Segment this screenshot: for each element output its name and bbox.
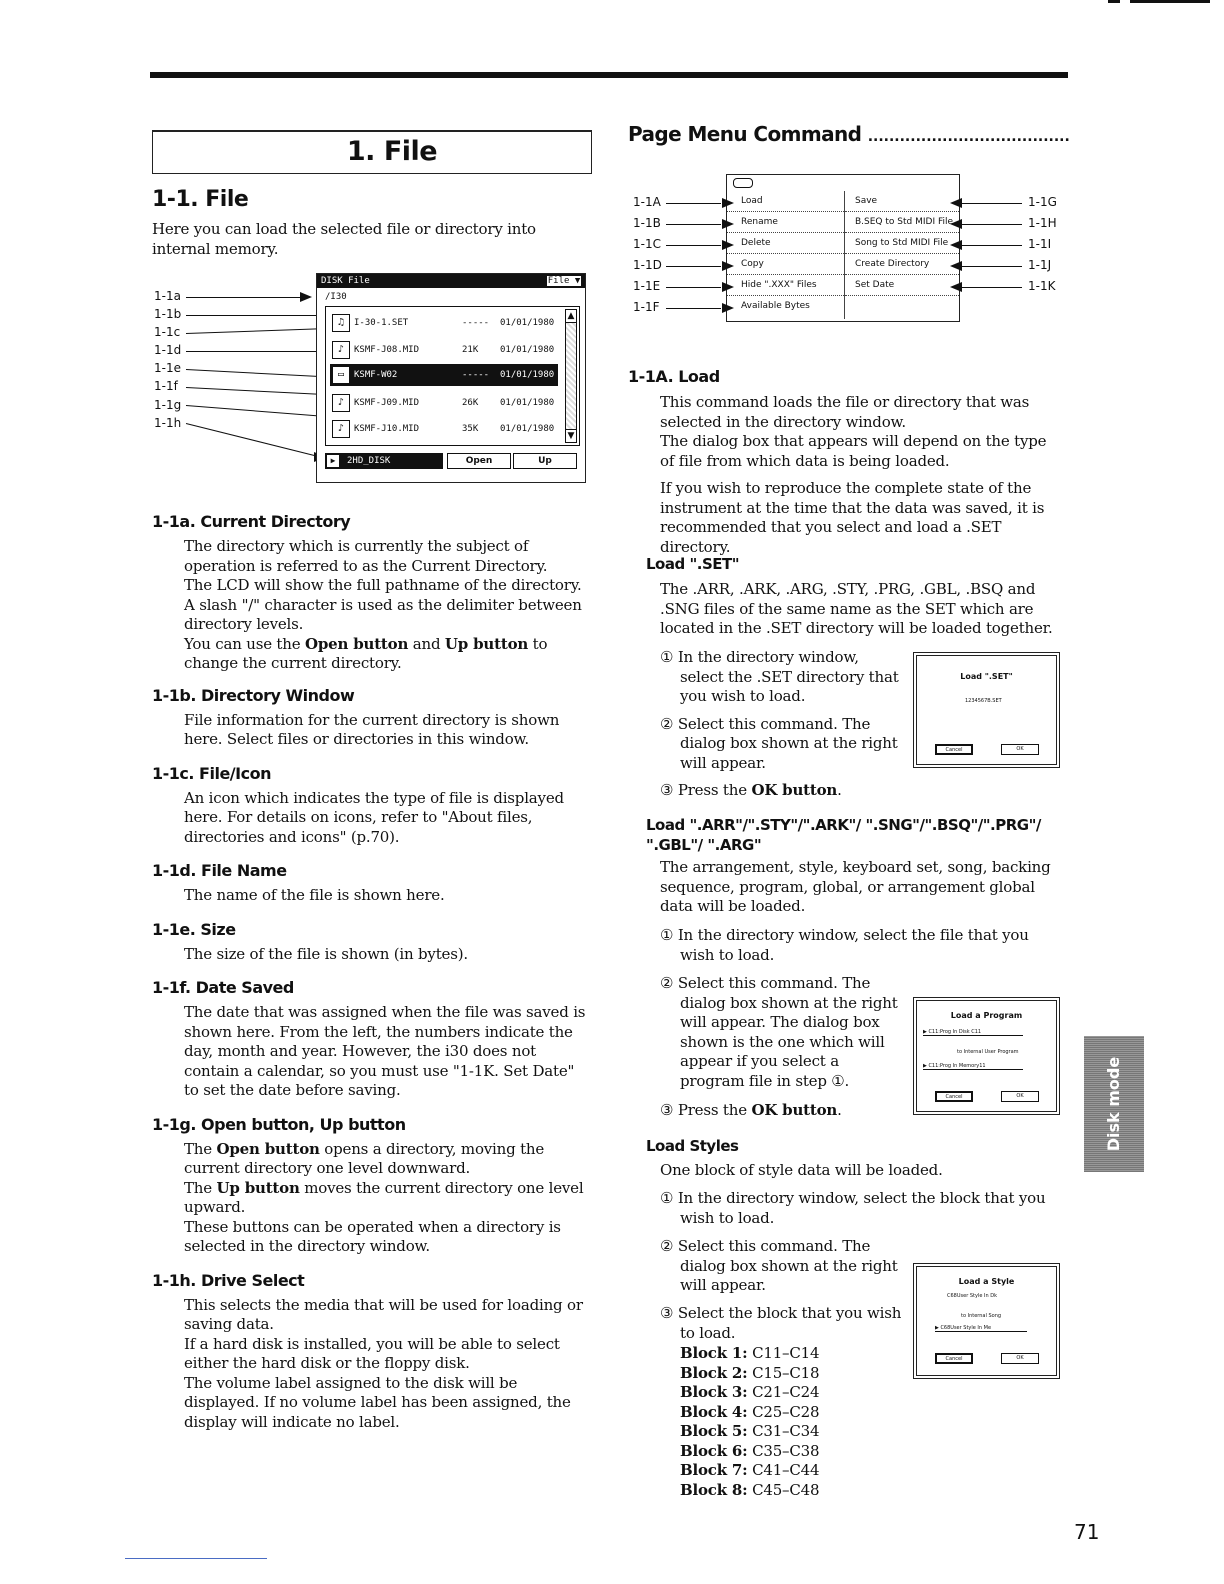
paragraph: If a hard disk is installed, you will be able to select either the hard disk or the floppy disk.	[184, 1334, 560, 1372]
file-size: -----	[462, 370, 490, 380]
dialog-from-value: C11:Prog In Disk C11	[928, 1029, 982, 1035]
paragraph: The date that was assigned when the file was saved is shown here. From the left, the numbers indicate the day, month and year. However, the i30 does not contain a calendar, so you must use "1-1K. Set Date" to set the date before saving.	[184, 1003, 586, 1099]
leader-line	[186, 351, 332, 352]
paragraph: The directory which is currently the subject of operation is referred to as the Current Directory.	[184, 537, 548, 575]
load-program-dialog	[916, 1000, 1057, 1112]
dialog-title: Load a Style	[958, 1277, 1015, 1286]
dialog-to-field[interactable]	[923, 1063, 1023, 1070]
chapter-title-box	[152, 130, 592, 174]
leader-line	[666, 287, 721, 288]
menu-item-save[interactable]: Save	[845, 191, 959, 212]
block-range: C11–C14	[752, 1344, 820, 1362]
ok-button[interactable]: OK	[1001, 744, 1039, 755]
menu-item-set-date[interactable]: Set Date	[845, 275, 959, 296]
subsection-title: 1-1g. Open button, Up button	[152, 1114, 406, 1134]
label-1-1K: 1-1K	[1028, 279, 1056, 293]
ok-button[interactable]: OK	[1001, 1091, 1039, 1102]
leader-line	[962, 287, 1022, 288]
menu-item-bseq-to-smf[interactable]: B.SEQ to Std MIDI File	[845, 212, 959, 233]
scroll-up-icon[interactable]: ▲	[565, 309, 577, 323]
footer-rule	[125, 1558, 267, 1559]
label-1-1I: 1-1I	[1028, 237, 1052, 251]
current-directory: /I30	[325, 292, 347, 302]
arrow-icon	[950, 282, 962, 292]
file-name: KSMF-J09.MID	[354, 398, 420, 408]
intro-text: Here you can load the selected file or directory into internal memory.	[152, 220, 536, 258]
arrow-icon	[300, 292, 312, 302]
paragraph: The volume label assigned to the disk will be displayed. If no volume label has been assigned, the display will indicate no label.	[184, 1373, 571, 1431]
file-name: I-30-1.SET	[354, 318, 409, 328]
block-label: Block 1:	[680, 1344, 748, 1362]
scrollbar[interactable]	[565, 309, 577, 443]
step: ③ Select the block that you wish to load.	[660, 1304, 902, 1342]
block-label: Block 5:	[680, 1422, 748, 1440]
label-1-1F: 1-1F	[633, 300, 660, 314]
dialog-title: Load a Program	[950, 1011, 1023, 1020]
label-1-1B: 1-1B	[633, 216, 661, 230]
block-item	[680, 1422, 880, 1442]
block-range: C25–C28	[752, 1402, 820, 1421]
leader-line	[666, 245, 721, 246]
file-size: -----	[462, 318, 490, 328]
menu-tab-icon	[733, 178, 753, 188]
arrow-icon	[722, 261, 734, 271]
paragraph: You can use the Open button and Up button to change the current directory.	[184, 634, 548, 672]
cancel-button[interactable]: Cancel	[935, 1353, 973, 1364]
leader-line	[666, 203, 721, 204]
up-button[interactable]: Up	[513, 453, 577, 469]
label-1-1A: 1-1A	[633, 195, 661, 209]
step: ② Select this command. The dialog box shown at the right will appear.	[660, 1237, 898, 1294]
block-range: C41–C44	[752, 1461, 820, 1479]
corner-mark	[1100, 0, 1210, 3]
callout-1-1d: 1-1d	[154, 343, 182, 357]
drive-select-icon: ▶	[327, 455, 339, 467]
file-size: 35K	[462, 424, 479, 434]
step: ② Select this command. The dialog box shown at the right will appear.	[660, 714, 898, 772]
label-1-1E: 1-1E	[633, 279, 661, 293]
label-1-1J: 1-1J	[1028, 258, 1052, 272]
drive-label: 2HD_DISK	[347, 456, 391, 466]
subsection-title: 1-1f. Date Saved	[152, 978, 294, 997]
leader-line	[666, 266, 721, 267]
arrow-icon	[950, 198, 962, 208]
load-intro	[660, 393, 1064, 557]
block-label: Block 8:	[680, 1480, 748, 1499]
lcd-disk-file-screen	[316, 273, 586, 483]
load-styles-text: One block of style data will be loaded.	[660, 1161, 943, 1179]
dialog-title: Load ".SET"	[960, 672, 1013, 681]
file-name: KSMF-J08.MID	[354, 345, 420, 355]
step: ③ Press the OK button.	[660, 1101, 842, 1119]
arrow-icon	[950, 240, 962, 250]
subsection-title: 1-1b. Directory Window	[152, 685, 355, 705]
select-arrow-icon: ▶	[935, 1325, 941, 1331]
lcd-title: DISK File	[321, 276, 370, 286]
step: ① In the directory window, select the file that you wish to load.	[660, 926, 1029, 964]
block-list	[680, 1344, 880, 1500]
step: ③ Press the OK button.	[660, 781, 842, 799]
block-range: C21–C24	[752, 1383, 820, 1401]
menu-item-create-directory[interactable]: Create Directory	[845, 254, 959, 275]
leader-line	[186, 297, 301, 298]
load-styles-title: Load Styles	[646, 1137, 739, 1155]
block-range: C45–C48	[752, 1480, 820, 1499]
block-range: C35–C38	[752, 1441, 820, 1460]
subsection-title: 1-1a. Current Directory	[152, 512, 351, 531]
open-button[interactable]: Open	[447, 453, 511, 469]
paragraph: If you wish to reproduce the complete state of the instrument at the time that the data was saved, it is recommended that you select and load a .SET directory.	[660, 479, 1045, 556]
step: ① In the directory window, select the .SET directory that you wish to load.	[660, 648, 899, 705]
block-item	[680, 1481, 880, 1501]
block-label: Block 2:	[680, 1363, 748, 1382]
midi-file-icon: ♪	[332, 341, 350, 359]
paragraph: The dialog box that appears will depend on the type of file from which data is being loaded.	[660, 432, 1047, 470]
paragraph: The Up button moves the current directory one level upward.	[184, 1178, 584, 1216]
file-date: 01/01/1980	[500, 318, 555, 328]
arrow-icon	[722, 219, 734, 229]
load-arr-title-line1: Load ".ARR"/".STY"/".ARK"/ ".SNG"/".BSQ"/".PRG"/	[646, 816, 1041, 834]
lcd-title-bar	[317, 274, 585, 288]
left-column	[152, 512, 588, 1432]
subsection-title: 1-1e. Size	[152, 919, 236, 939]
load-set-title: Load ".SET"	[646, 555, 740, 573]
dialog-to-label: to Internal User Program	[957, 1049, 1019, 1055]
file-row[interactable]	[330, 312, 558, 334]
arrow-icon	[722, 282, 734, 292]
leader-line	[186, 315, 326, 316]
subsection-title: 1-1d. File Name	[152, 861, 287, 880]
leader-line	[186, 328, 328, 334]
page-number: 71	[1074, 1520, 1100, 1544]
callout-1-1a: 1-1a	[154, 289, 181, 303]
file-date: 01/01/1980	[500, 424, 555, 434]
callout-1-1f: 1-1f	[154, 379, 178, 393]
block-label: Block 3:	[680, 1383, 748, 1401]
dialog-to-value: C11:Prog In Memory11	[928, 1063, 986, 1069]
set-file-icon: ♫	[332, 314, 350, 332]
menu-item-available-bytes[interactable]: Available Bytes	[741, 301, 810, 311]
load-set-text: The .ARR, .ARK, .ARG, .STY, .PRG, .GBL, .BSQ and .SNG files of the same name as the SET which are located in the .SET directory will be loaded together.	[660, 580, 1053, 637]
page-menu-button[interactable]: File ▼	[547, 276, 581, 286]
step: ① In the directory window, select the block that you wish to load.	[660, 1189, 1046, 1227]
chapter-title: 1. File	[346, 136, 438, 167]
load-arr-title-line2: ".GBL"/ ".ARG"	[646, 836, 762, 854]
file-row[interactable]	[330, 339, 558, 361]
ok-button[interactable]: OK	[1001, 1353, 1039, 1364]
select-arrow-icon: ▶	[923, 1063, 929, 1069]
load-set-steps	[660, 648, 906, 801]
page-menu-heading	[628, 122, 1070, 146]
dialog-filename: 1234567B.SET	[965, 698, 1002, 704]
file-name: KSMF-W02	[354, 370, 398, 380]
callout-1-1g: 1-1g	[154, 398, 182, 412]
subsection-title: 1-1c. File/Icon	[152, 763, 271, 783]
directory-icon: ▭	[332, 366, 350, 384]
file-size: 26K	[462, 398, 479, 408]
file-size: 21K	[462, 345, 479, 355]
file-row-selected[interactable]	[330, 364, 558, 386]
leader-line	[962, 224, 1022, 225]
label-1-1H: 1-1H	[1028, 216, 1057, 230]
menu-item-load[interactable]: Load	[727, 191, 844, 212]
page-menu-label: File	[547, 276, 570, 286]
label-1-1C: 1-1C	[633, 237, 661, 251]
directory-window[interactable]	[325, 306, 580, 446]
callout-1-1h: 1-1h	[154, 416, 182, 430]
paragraph: These buttons can be operated when a directory is selected in the directory window.	[184, 1217, 561, 1255]
load-arr-text: The arrangement, style, keyboard set, song, backing sequence, program, global, or arrangement global data will be loaded.	[660, 858, 1051, 915]
paragraph: The Open button opens a directory, moving the current directory one level downward.	[184, 1139, 545, 1177]
side-tab-label: Disk mode	[1104, 1056, 1123, 1152]
leader-line	[186, 369, 332, 378]
cancel-button[interactable]: Cancel	[935, 1091, 973, 1102]
page-menu-popup	[726, 174, 960, 322]
step: ② Select this command. The dialog box shown at the right will appear. The dialog box shown is the one which will appear if you select a program file in step ①.	[660, 974, 898, 1090]
callout-1-1e: 1-1e	[154, 361, 181, 375]
block-label: Block 6:	[680, 1441, 748, 1460]
menu-item-hide-files[interactable]: Hide ".XXX" Files	[727, 275, 844, 296]
arrow-icon	[950, 261, 962, 271]
subsection-title: 1-1h. Drive Select	[152, 1270, 305, 1290]
label-1-1D: 1-1D	[633, 258, 662, 272]
paragraph: An icon which indicates the type of file is displayed here. For details on icons, refer to "About files, directories and icons" (p.70).	[184, 788, 564, 846]
paragraph: The LCD will show the full pathname of the directory. A slash "/" character is used as the delimiter between directory levels.	[184, 576, 582, 633]
callout-1-1c: 1-1c	[154, 325, 181, 339]
scroll-down-icon[interactable]: ▼	[565, 429, 577, 443]
label-1-1G: 1-1G	[1028, 195, 1057, 209]
leader-line	[666, 308, 721, 309]
dialog-to-label: to Internal Song	[961, 1313, 1002, 1319]
load-style-dialog	[916, 1266, 1057, 1376]
paragraph: This command loads the file or directory that was selected in the directory window.	[660, 393, 1030, 431]
top-rule	[150, 72, 1068, 78]
dialog-to-value: C68User Style In Me	[940, 1325, 992, 1331]
block-item	[680, 1461, 880, 1481]
file-date: 01/01/1980	[500, 398, 555, 408]
leader-line	[962, 245, 1022, 246]
leader-line	[962, 266, 1022, 267]
file-date: 01/01/1980	[500, 345, 555, 355]
block-label: Block 4:	[680, 1402, 748, 1421]
block-item	[680, 1383, 880, 1403]
drive-select[interactable]	[325, 453, 443, 469]
midi-file-icon: ♪	[332, 394, 350, 412]
file-row[interactable]	[330, 392, 558, 414]
midi-file-icon: ♪	[332, 420, 350, 438]
file-name: KSMF-J10.MID	[354, 424, 420, 434]
block-item	[680, 1344, 880, 1364]
file-row[interactable]	[330, 418, 558, 440]
block-range: C31–C34	[752, 1422, 820, 1440]
menu-item-copy[interactable]: Copy	[727, 254, 844, 275]
leader-dots: ......................................	[867, 129, 1070, 145]
block-item	[680, 1403, 880, 1423]
dialog-to-field[interactable]	[935, 1325, 1027, 1332]
leader-line	[666, 224, 721, 225]
paragraph: File information for the current directory is shown here. Select files or directories in this window.	[184, 710, 560, 748]
arrow-icon	[722, 240, 734, 250]
block-item	[680, 1442, 880, 1462]
cancel-button[interactable]: Cancel	[935, 744, 973, 755]
block-item	[680, 1364, 880, 1384]
page-menu-title: Page Menu Command	[628, 122, 862, 146]
block-range: C15–C18	[752, 1363, 820, 1382]
file-date: 01/01/1980	[500, 370, 555, 380]
menu-item-song-to-smf[interactable]: Song to Std MIDI File	[845, 233, 959, 254]
callout-1-1b: 1-1b	[154, 307, 182, 321]
dialog-from-field[interactable]	[923, 1029, 1023, 1036]
select-arrow-icon: ▶	[923, 1029, 929, 1035]
menu-item-rename[interactable]: Rename	[727, 212, 844, 233]
load-set-dialog	[916, 655, 1057, 765]
dialog-from-value: C68User Style In Dk	[947, 1293, 997, 1299]
disk-mode-tab[interactable]	[1084, 1036, 1144, 1172]
block-label: Block 7:	[680, 1461, 748, 1479]
leader-line	[962, 203, 1022, 204]
arrow-icon	[722, 198, 734, 208]
leader-line	[186, 423, 324, 459]
arrow-icon	[950, 219, 962, 229]
menu-item-delete[interactable]: Delete	[727, 233, 844, 254]
paragraph: The size of the file is shown (in bytes).	[184, 944, 468, 963]
arrow-icon	[722, 303, 734, 313]
paragraph: The name of the file is shown here.	[184, 886, 445, 904]
load-title: 1-1A. Load	[628, 367, 720, 386]
paragraph: This selects the media that will be used for loading or saving data.	[184, 1295, 583, 1333]
section-title: 1-1. File	[152, 187, 249, 212]
load-arr-title	[646, 815, 1066, 855]
